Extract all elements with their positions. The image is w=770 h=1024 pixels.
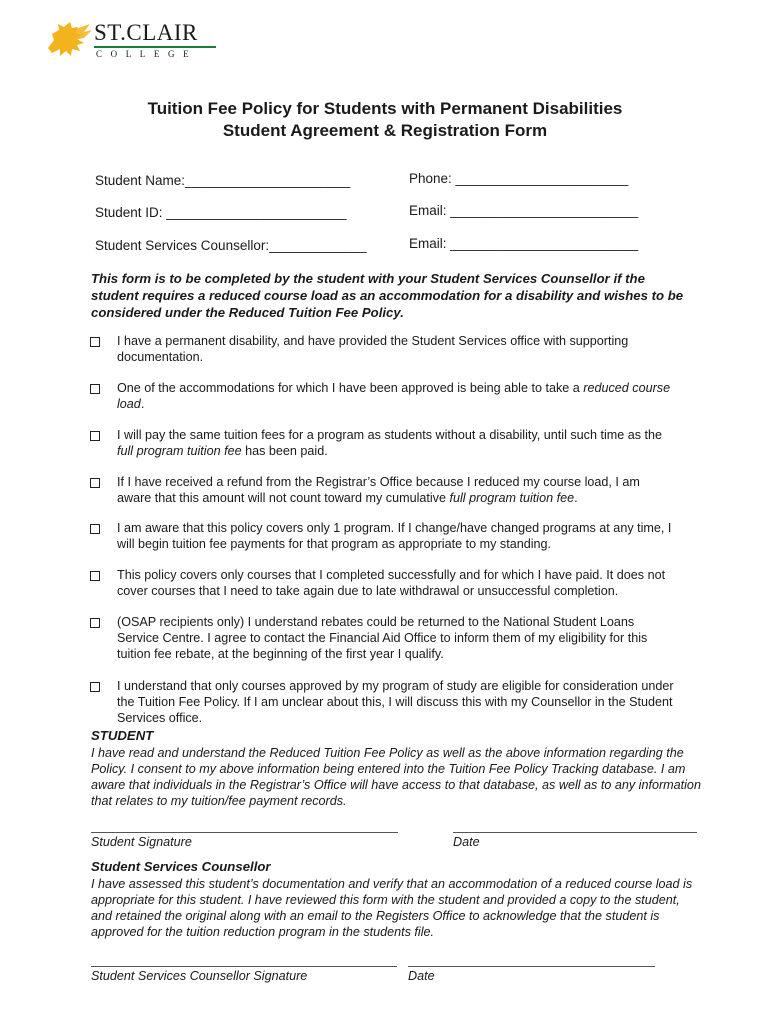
counsellor-email-field[interactable]: Email: _________________________ bbox=[409, 236, 638, 251]
counsellor-name-field[interactable]: Student Services Counsellor:_____________ bbox=[95, 238, 367, 253]
phone-field[interactable]: Phone: _______________________ bbox=[409, 171, 629, 186]
logo-subtitle: COLLEGE bbox=[96, 49, 198, 59]
checkbox-2[interactable] bbox=[90, 384, 100, 394]
checklist-item: One of the accommodations for which I have been approved is being able to take a reduced course load. bbox=[117, 381, 671, 411]
logo-divider bbox=[94, 46, 216, 48]
student-heading: STUDENT bbox=[91, 728, 154, 743]
student-consent-text: I have read and understand the Reduced Tuition Fee Policy as well as the above information regarding the Policy. I consent to my above information being entered into the Tuition Fee Policy Tracking database. I am aware that individuals in the Registrar’s Office will have access to that database, as well as to any information that relates to my tuition/fee payment records. bbox=[91, 746, 701, 808]
checklist-item: If I have received a refund from the Registrar’s Office because I reduced my course load, I am aware that this amount will not count toward my cumulative full program tuition fee. bbox=[117, 475, 640, 505]
checklist-item: I have a permanent disability, and have provided the Student Services office with supporting documentation. bbox=[117, 334, 629, 364]
student-signature-line[interactable] bbox=[91, 832, 398, 833]
logo-wordmark: ST.CLAIR bbox=[94, 20, 198, 45]
checkbox-6[interactable] bbox=[90, 571, 100, 581]
intro-paragraph: This form is to be completed by the student with your Student Services Counsellor if the student requires a reduced course load as an accommodation for a disability and wishes to be considered under the Reduced Tuition Fee Policy. bbox=[91, 271, 684, 320]
checkbox-4[interactable] bbox=[90, 478, 100, 488]
checklist-item: This policy covers only courses that I completed successfully and for which I have paid. It does not cover courses that I need to take again due to late withdrawal or unsuccessful completion. bbox=[117, 568, 666, 598]
checkbox-7[interactable] bbox=[90, 618, 100, 628]
checkbox-8[interactable] bbox=[90, 682, 100, 692]
counsellor-signature-line[interactable] bbox=[91, 966, 397, 967]
student-date-label: Date bbox=[453, 835, 480, 849]
student-id-field[interactable]: Student ID: ________________________ bbox=[95, 205, 347, 220]
student-email-field[interactable]: Email: _________________________ bbox=[409, 203, 638, 218]
student-signature-label: Student Signature bbox=[91, 835, 192, 849]
checklist-item: I will pay the same tuition fees for a program as students without a disability, until such time as the full program tuition fee has been paid. bbox=[117, 428, 663, 458]
checklist-item: (OSAP recipients only) I understand rebates could be returned to the National Student Loans Service Centre. I agree to contact the Financial Aid Office to inform them of my eligibility for this tuition fee rebate, at the beginning of the first year I qualify. bbox=[117, 615, 648, 661]
counsellor-date-label: Date bbox=[408, 969, 435, 983]
checkbox-3[interactable] bbox=[90, 431, 100, 441]
checkbox-5[interactable] bbox=[90, 524, 100, 534]
counsellor-heading: Student Services Counsellor bbox=[91, 859, 271, 874]
counsellor-signature-label: Student Services Counsellor Signature bbox=[91, 969, 308, 983]
checklist-item: I understand that only courses approved by my program of study are eligible for consideration under the Tuition Fee Policy. If I am unclear about this, I will discuss this with my Counsellor in the Student Services office. bbox=[117, 679, 674, 725]
form-subtitle: Student Agreement & Registration Form bbox=[222, 121, 548, 140]
student-name-field[interactable]: Student Name:______________________ bbox=[95, 173, 351, 188]
counsellor-date-line[interactable] bbox=[408, 966, 655, 967]
checkbox-1[interactable] bbox=[90, 337, 100, 347]
form-title: Tuition Fee Policy for Students with Permanent Disabilities bbox=[147, 99, 623, 118]
checklist-item: I am aware that this policy covers only 1 program. If I change/have changed programs at any time, I will begin tuition fee payments for that program as appropriate to my standing. bbox=[117, 521, 672, 551]
counsellor-verification-text: I have assessed this student’s documentation and verify that an accommodation of a reduced course load is appropriate for this student. I have reviewed this form with the student and provided a copy to the student, and retained the original along with an email to the Registers Office to acknowledge that the student is approved for the tuition reduction program in the students file. bbox=[91, 877, 693, 939]
student-date-line[interactable] bbox=[453, 832, 697, 833]
griffin-emblem bbox=[48, 22, 92, 56]
